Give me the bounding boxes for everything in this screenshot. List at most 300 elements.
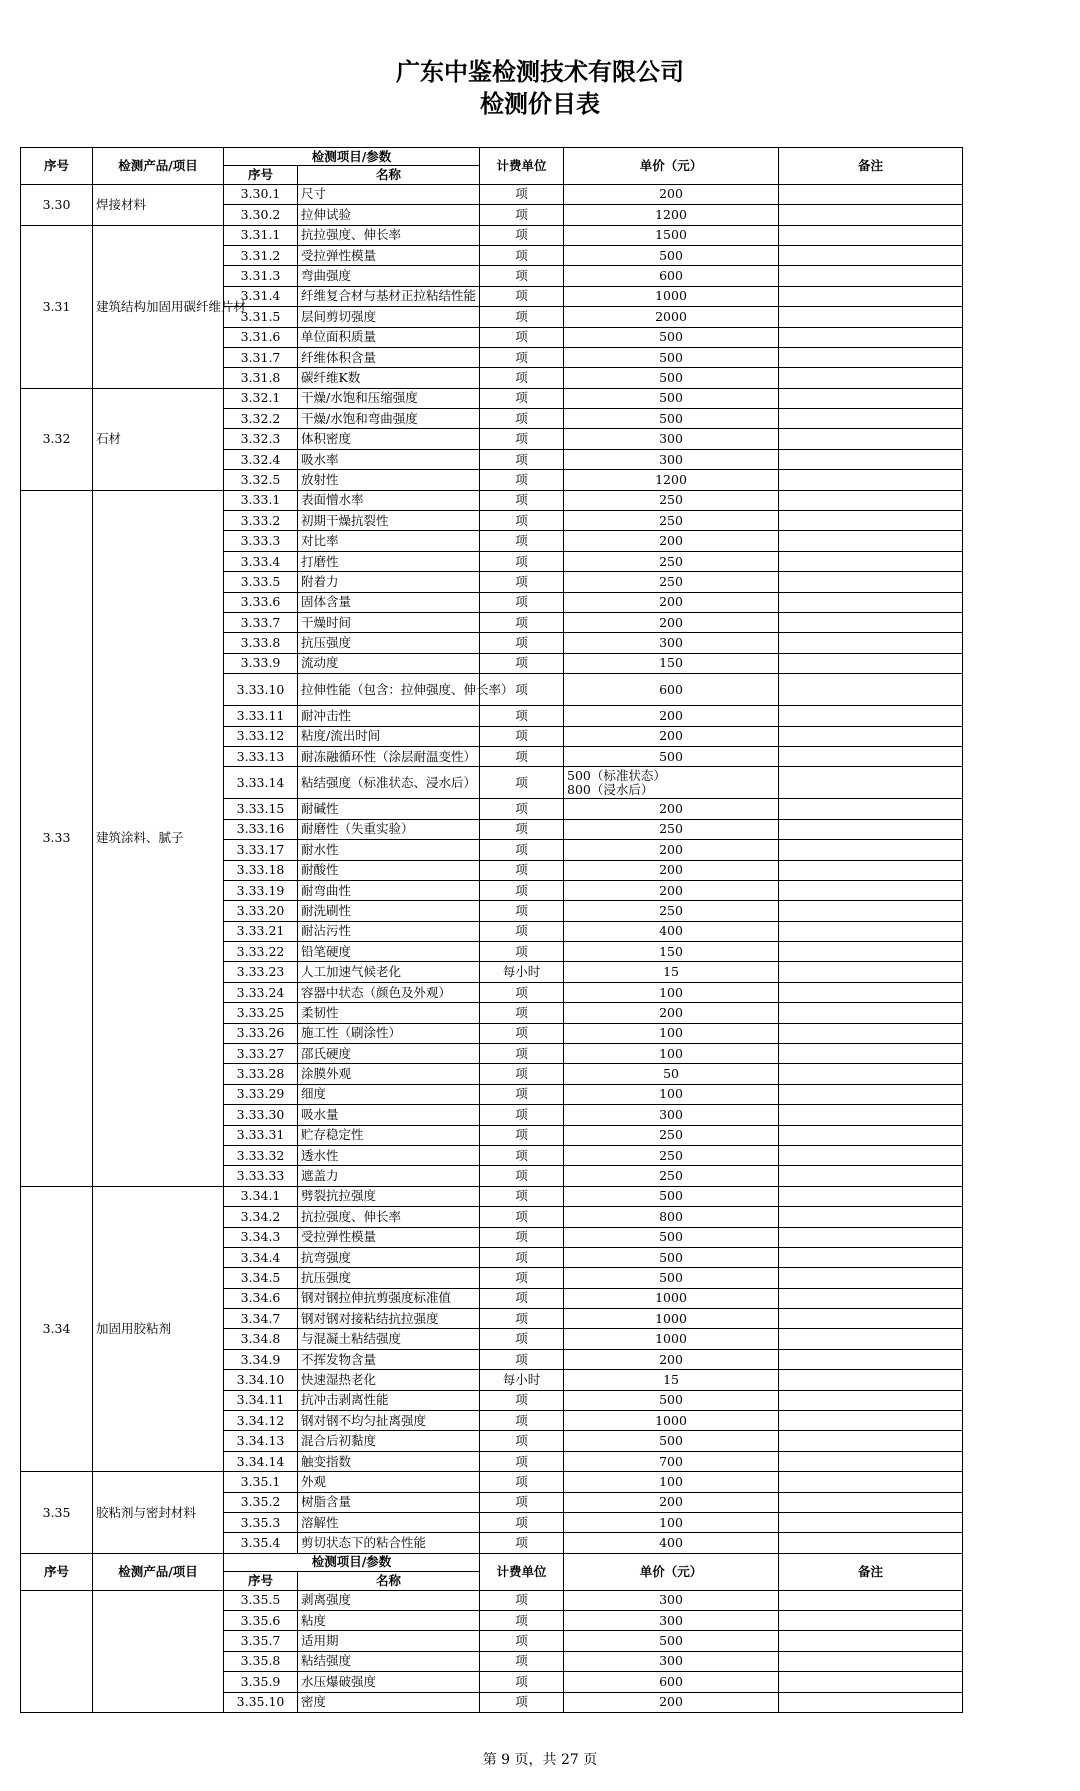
item-remark	[779, 1431, 963, 1451]
item-unit: 项	[480, 1003, 564, 1023]
item-unit: 项	[480, 511, 564, 531]
item-remark	[779, 612, 963, 632]
item-seq: 3.33.30	[224, 1105, 298, 1125]
group-name	[93, 1590, 224, 1712]
item-name: 拉伸性能（包含：拉伸强度、伸长率）	[298, 674, 480, 706]
group-seq: 3.35	[21, 1472, 93, 1554]
item-price: 500	[564, 1390, 779, 1410]
item-unit: 项	[480, 1451, 564, 1471]
item-unit: 项	[480, 674, 564, 706]
item-remark	[779, 592, 963, 612]
item-unit: 项	[480, 1186, 564, 1206]
item-seq: 3.33.6	[224, 592, 298, 612]
item-remark	[779, 1349, 963, 1369]
item-remark	[779, 1288, 963, 1308]
item-seq: 3.34.7	[224, 1309, 298, 1329]
item-unit: 项	[480, 1329, 564, 1349]
item-price: 100	[564, 1513, 779, 1533]
item-remark	[779, 205, 963, 225]
item-price: 100	[564, 1023, 779, 1043]
item-name: 钢对钢对接粘结抗拉强度	[298, 1309, 480, 1329]
item-name: 触变指数	[298, 1451, 480, 1471]
item-price: 250	[564, 819, 779, 839]
item-seq: 3.34.1	[224, 1186, 298, 1206]
item-unit: 项	[480, 1288, 564, 1308]
item-unit: 项	[480, 1513, 564, 1533]
item-name: 干燥/水饱和弯曲强度	[298, 409, 480, 429]
item-price: 200	[564, 726, 779, 746]
item-unit: 项	[480, 1590, 564, 1610]
item-price: 300	[564, 1590, 779, 1610]
item-remark	[779, 1268, 963, 1288]
item-price: 300	[564, 633, 779, 653]
item-name: 对比率	[298, 531, 480, 551]
item-unit: 项	[480, 901, 564, 921]
item-remark	[779, 1247, 963, 1267]
item-name: 耐酸性	[298, 860, 480, 880]
item-name: 耐冲击性	[298, 706, 480, 726]
item-unit: 项	[480, 767, 564, 799]
item-remark	[779, 767, 963, 799]
item-seq: 3.33.23	[224, 962, 298, 982]
item-price: 1500	[564, 225, 779, 245]
group-seq: 3.32	[21, 388, 93, 490]
header-param: 检测项目/参数	[224, 1553, 480, 1571]
item-unit: 项	[480, 982, 564, 1002]
item-seq: 3.34.5	[224, 1268, 298, 1288]
table-row	[21, 1186, 963, 1206]
item-unit: 项	[480, 225, 564, 245]
item-price: 500	[564, 1186, 779, 1206]
item-unit: 项	[480, 1533, 564, 1553]
item-name: 粘结强度（标准状态、浸水后）	[298, 767, 480, 799]
item-price: 200	[564, 592, 779, 612]
item-name: 邵氏硬度	[298, 1044, 480, 1064]
item-seq: 3.34.4	[224, 1247, 298, 1267]
item-seq: 3.32.2	[224, 409, 298, 429]
table-header-row	[21, 148, 963, 166]
item-price: 500	[564, 409, 779, 429]
item-unit: 项	[480, 1145, 564, 1165]
item-unit: 项	[480, 1411, 564, 1431]
item-price: 500	[564, 327, 779, 347]
item-remark	[779, 307, 963, 327]
item-seq: 3.33.24	[224, 982, 298, 1002]
item-remark	[779, 184, 963, 204]
item-price: 500	[564, 1631, 779, 1651]
item-unit: 项	[480, 470, 564, 490]
item-name: 碳纤维K数	[298, 368, 480, 388]
table-row	[21, 1472, 963, 1492]
item-name: 抗拉强度、伸长率	[298, 1207, 480, 1227]
group-name: 焊接材料	[93, 184, 224, 225]
item-price: 200	[564, 880, 779, 900]
item-unit: 项	[480, 1227, 564, 1247]
item-name: 钢对钢拉伸抗剪强度标准值	[298, 1288, 480, 1308]
item-name: 外观	[298, 1472, 480, 1492]
item-remark	[779, 572, 963, 592]
item-seq: 3.34.9	[224, 1349, 298, 1369]
item-price: 250	[564, 490, 779, 510]
item-remark	[779, 901, 963, 921]
item-remark	[779, 225, 963, 245]
item-seq: 3.35.2	[224, 1492, 298, 1512]
group-name: 石材	[93, 388, 224, 490]
item-price: 200	[564, 1003, 779, 1023]
item-unit: 项	[480, 1651, 564, 1671]
item-seq: 3.35.9	[224, 1672, 298, 1692]
item-price: 250	[564, 551, 779, 571]
item-unit: 项	[480, 572, 564, 592]
item-remark	[779, 819, 963, 839]
item-seq: 3.35.4	[224, 1533, 298, 1553]
header-seq: 序号	[21, 1553, 93, 1590]
header-remark: 备注	[779, 148, 963, 185]
item-unit: 项	[480, 266, 564, 286]
item-seq: 3.33.2	[224, 511, 298, 531]
item-seq: 3.33.9	[224, 653, 298, 673]
header-product: 检测产品/项目	[93, 148, 224, 185]
item-unit: 每小时	[480, 1370, 564, 1390]
item-unit: 项	[480, 1044, 564, 1064]
item-name: 人工加速气候老化	[298, 962, 480, 982]
item-price: 300	[564, 429, 779, 449]
item-seq: 3.33.18	[224, 860, 298, 880]
item-seq: 3.31.8	[224, 368, 298, 388]
item-remark	[779, 490, 963, 510]
item-remark	[779, 1105, 963, 1125]
header-sub-name: 名称	[298, 1572, 480, 1590]
item-remark	[779, 286, 963, 306]
header-unit: 计费单位	[480, 148, 564, 185]
item-price: 300	[564, 1105, 779, 1125]
item-seq: 3.33.7	[224, 612, 298, 632]
header-seq: 序号	[21, 148, 93, 185]
item-seq: 3.34.10	[224, 1370, 298, 1390]
item-name: 层间剪切强度	[298, 307, 480, 327]
item-name: 透水性	[298, 1145, 480, 1165]
item-name: 劈裂抗拉强度	[298, 1186, 480, 1206]
item-name: 粘度	[298, 1610, 480, 1630]
item-price: 1000	[564, 1411, 779, 1431]
item-seq: 3.35.3	[224, 1513, 298, 1533]
item-seq: 3.33.25	[224, 1003, 298, 1023]
item-seq: 3.34.8	[224, 1329, 298, 1349]
item-remark	[779, 1390, 963, 1410]
item-seq: 3.33.4	[224, 551, 298, 571]
item-unit: 项	[480, 706, 564, 726]
item-seq: 3.31.7	[224, 347, 298, 367]
item-seq: 3.33.3	[224, 531, 298, 551]
item-name: 耐洗刷性	[298, 901, 480, 921]
group-name: 胶粘剂与密封材料	[93, 1472, 224, 1554]
table-header-row	[21, 1553, 963, 1571]
item-name: 表面憎水率	[298, 490, 480, 510]
item-remark	[779, 706, 963, 726]
item-price: 200	[564, 531, 779, 551]
item-remark	[779, 388, 963, 408]
item-seq: 3.33.21	[224, 921, 298, 941]
item-remark	[779, 1672, 963, 1692]
item-price: 600	[564, 674, 779, 706]
item-seq: 3.35.1	[224, 1472, 298, 1492]
item-price: 500	[564, 1431, 779, 1451]
item-seq: 3.31.5	[224, 307, 298, 327]
item-name: 粘结强度	[298, 1651, 480, 1671]
item-name: 柔韧性	[298, 1003, 480, 1023]
item-seq: 3.31.3	[224, 266, 298, 286]
item-remark	[779, 1186, 963, 1206]
item-remark	[779, 1533, 963, 1553]
item-remark	[779, 860, 963, 880]
item-remark	[779, 633, 963, 653]
item-unit: 项	[480, 1610, 564, 1630]
item-name: 不挥发物含量	[298, 1349, 480, 1369]
item-price: 500	[564, 388, 779, 408]
price-table	[20, 147, 963, 1713]
item-remark	[779, 511, 963, 531]
item-unit: 项	[480, 1166, 564, 1186]
item-price: 100	[564, 1084, 779, 1104]
item-seq: 3.30.1	[224, 184, 298, 204]
item-price: 100	[564, 1472, 779, 1492]
item-unit: 项	[480, 184, 564, 204]
item-remark	[779, 1227, 963, 1247]
item-name: 耐弯曲性	[298, 880, 480, 900]
item-name: 涂膜外观	[298, 1064, 480, 1084]
header-sub-seq: 序号	[224, 1572, 298, 1590]
item-name: 细度	[298, 1084, 480, 1104]
item-name: 打磨性	[298, 551, 480, 571]
item-price: 400	[564, 1533, 779, 1553]
item-unit: 项	[480, 819, 564, 839]
item-name: 受拉弹性模量	[298, 1227, 480, 1247]
item-unit: 项	[480, 409, 564, 429]
item-remark	[779, 1023, 963, 1043]
item-unit: 项	[480, 1390, 564, 1410]
item-name: 抗压强度	[298, 633, 480, 653]
item-price: 200	[564, 612, 779, 632]
item-unit: 项	[480, 1247, 564, 1267]
item-unit: 项	[480, 286, 564, 306]
item-unit: 项	[480, 551, 564, 571]
item-seq: 3.33.1	[224, 490, 298, 510]
item-price: 200	[564, 860, 779, 880]
item-price: 250	[564, 572, 779, 592]
item-price: 500（标准状态） 800（浸水后）	[564, 767, 779, 799]
item-price: 200	[564, 1692, 779, 1712]
item-name: 剪切状态下的粘合性能	[298, 1533, 480, 1553]
item-name: 单位面积质量	[298, 327, 480, 347]
item-name: 铅笔硬度	[298, 942, 480, 962]
item-remark	[779, 1329, 963, 1349]
item-unit: 项	[480, 746, 564, 766]
item-seq: 3.35.8	[224, 1651, 298, 1671]
item-unit: 项	[480, 307, 564, 327]
table-row	[21, 1590, 963, 1610]
item-remark	[779, 470, 963, 490]
item-unit: 项	[480, 1023, 564, 1043]
item-remark	[779, 327, 963, 347]
item-name: 溶解性	[298, 1513, 480, 1533]
item-remark	[779, 429, 963, 449]
item-remark	[779, 1692, 963, 1712]
item-unit: 项	[480, 592, 564, 612]
item-seq: 3.33.27	[224, 1044, 298, 1064]
group-seq: 3.30	[21, 184, 93, 225]
item-price: 300	[564, 1651, 779, 1671]
item-name: 树脂含量	[298, 1492, 480, 1512]
item-name: 尺寸	[298, 184, 480, 204]
item-price: 250	[564, 1166, 779, 1186]
item-price: 1000	[564, 286, 779, 306]
item-remark	[779, 1411, 963, 1431]
item-remark	[779, 1472, 963, 1492]
item-remark	[779, 1513, 963, 1533]
item-price: 1000	[564, 1309, 779, 1329]
item-name: 初期干燥抗裂性	[298, 511, 480, 531]
item-unit: 项	[480, 1692, 564, 1712]
item-name: 抗弯强度	[298, 1247, 480, 1267]
item-seq: 3.31.1	[224, 225, 298, 245]
item-name: 混合后初黏度	[298, 1431, 480, 1451]
item-unit: 项	[480, 429, 564, 449]
item-seq: 3.35.10	[224, 1692, 298, 1712]
item-seq: 3.33.8	[224, 633, 298, 653]
item-seq: 3.34.11	[224, 1390, 298, 1410]
item-name: 遮盖力	[298, 1166, 480, 1186]
item-price: 150	[564, 942, 779, 962]
item-name: 贮存稳定性	[298, 1125, 480, 1145]
item-seq: 3.33.26	[224, 1023, 298, 1043]
item-name: 水压爆破强度	[298, 1672, 480, 1692]
item-unit: 项	[480, 633, 564, 653]
item-unit: 项	[480, 1105, 564, 1125]
item-remark	[779, 449, 963, 469]
header-param: 检测项目/参数	[224, 148, 480, 166]
item-price: 1000	[564, 1288, 779, 1308]
item-price: 400	[564, 921, 779, 941]
item-name: 粘度/流出时间	[298, 726, 480, 746]
item-price: 500	[564, 1247, 779, 1267]
item-seq: 3.34.2	[224, 1207, 298, 1227]
item-price: 500	[564, 368, 779, 388]
item-name: 干燥/水饱和压缩强度	[298, 388, 480, 408]
item-name: 干燥时间	[298, 612, 480, 632]
item-unit: 项	[480, 531, 564, 551]
item-remark	[779, 962, 963, 982]
item-seq: 3.33.10	[224, 674, 298, 706]
item-remark	[779, 1370, 963, 1390]
item-name: 与混凝土粘结强度	[298, 1329, 480, 1349]
item-unit: 项	[480, 490, 564, 510]
item-name: 弯曲强度	[298, 266, 480, 286]
item-price: 200	[564, 840, 779, 860]
item-unit: 项	[480, 612, 564, 632]
item-seq: 3.34.14	[224, 1451, 298, 1471]
item-remark	[779, 551, 963, 571]
item-price: 15	[564, 1370, 779, 1390]
item-unit: 项	[480, 1431, 564, 1451]
item-name: 耐冻融循环性（涂层耐温变性）	[298, 746, 480, 766]
item-name: 耐磨性（失重实验）	[298, 819, 480, 839]
item-seq: 3.33.33	[224, 1166, 298, 1186]
page-footer: 第 9 页，共 27 页	[482, 1752, 598, 1768]
item-unit: 项	[480, 327, 564, 347]
item-price: 250	[564, 1145, 779, 1165]
item-unit: 项	[480, 1631, 564, 1651]
item-unit: 项	[480, 388, 564, 408]
group-name: 建筑结构加固用碳纤维片材	[93, 225, 224, 388]
item-remark	[779, 245, 963, 265]
item-remark	[779, 266, 963, 286]
item-unit: 项	[480, 880, 564, 900]
item-unit: 项	[480, 1064, 564, 1084]
item-name: 抗压强度	[298, 1268, 480, 1288]
item-seq: 3.33.29	[224, 1084, 298, 1104]
item-unit: 项	[480, 1349, 564, 1369]
item-name: 受拉弹性模量	[298, 245, 480, 265]
header-product: 检测产品/项目	[93, 1553, 224, 1590]
item-remark	[779, 531, 963, 551]
item-name: 纤维复合材与基材正拉粘结性能	[298, 286, 480, 306]
item-price: 500	[564, 347, 779, 367]
item-price: 500	[564, 1268, 779, 1288]
item-name: 附着力	[298, 572, 480, 592]
item-unit: 项	[480, 1125, 564, 1145]
item-remark	[779, 1207, 963, 1227]
item-name: 适用期	[298, 1631, 480, 1651]
item-remark	[779, 799, 963, 819]
document-title: 检测价目表	[480, 90, 600, 118]
item-name: 体积密度	[298, 429, 480, 449]
item-seq: 3.33.12	[224, 726, 298, 746]
item-unit: 项	[480, 942, 564, 962]
item-seq: 3.31.6	[224, 327, 298, 347]
item-price: 50	[564, 1064, 779, 1084]
item-remark	[779, 409, 963, 429]
item-remark	[779, 1309, 963, 1329]
item-seq: 3.34.13	[224, 1431, 298, 1451]
item-seq: 3.30.2	[224, 205, 298, 225]
item-unit: 项	[480, 1309, 564, 1329]
group-seq: 3.34	[21, 1186, 93, 1471]
item-seq: 3.32.1	[224, 388, 298, 408]
item-remark	[779, 1651, 963, 1671]
item-remark	[779, 653, 963, 673]
item-price: 600	[564, 1672, 779, 1692]
item-seq: 3.33.16	[224, 819, 298, 839]
header-sub-name: 名称	[298, 166, 480, 184]
item-seq: 3.31.4	[224, 286, 298, 306]
item-seq: 3.35.5	[224, 1590, 298, 1610]
item-remark	[779, 840, 963, 860]
item-seq: 3.35.6	[224, 1610, 298, 1630]
table-row	[21, 225, 963, 245]
item-price: 1000	[564, 1329, 779, 1349]
item-price: 150	[564, 653, 779, 673]
item-seq: 3.32.4	[224, 449, 298, 469]
item-price: 1200	[564, 205, 779, 225]
item-unit: 项	[480, 347, 564, 367]
item-unit: 项	[480, 245, 564, 265]
group-seq: 3.31	[21, 225, 93, 388]
header-price: 单价（元）	[564, 1553, 779, 1590]
item-unit: 项	[480, 1084, 564, 1104]
item-remark	[779, 368, 963, 388]
group-seq	[21, 1590, 93, 1712]
item-seq: 3.34.6	[224, 1288, 298, 1308]
